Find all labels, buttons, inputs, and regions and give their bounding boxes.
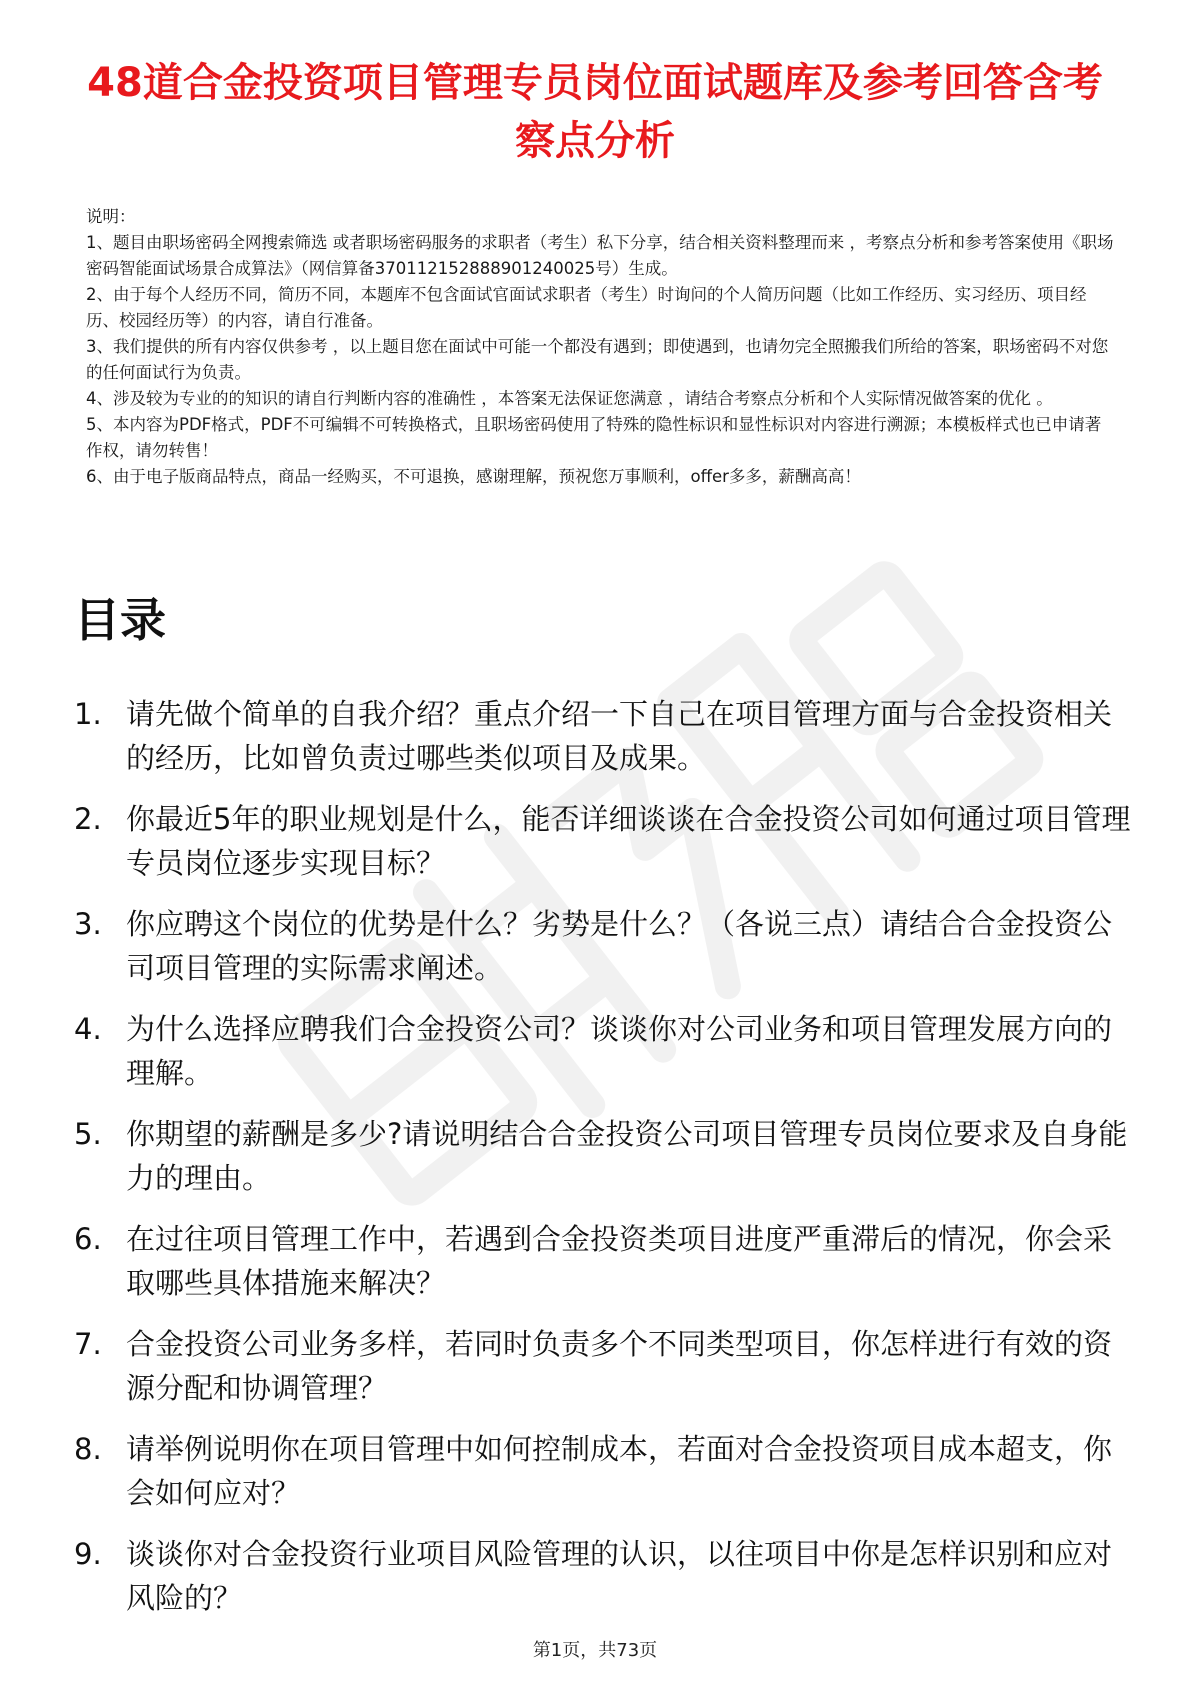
toc-item-text: 合金投资公司业务多样，若同时负责多个不同类型项目，你怎样进行有效的资源分配和协调管理？	[126, 1327, 1113, 1405]
toc-item-text: 你最近5年的职业规划是什么，能否详细谈谈在合金投资公司如何通过项目管理专员岗位逐步实现目标？	[126, 802, 1131, 880]
page-title: 48道合金投资项目管理专员岗位面试题库及参考回答含考察点分析	[87, 60, 1103, 164]
toc-item-number: 6.	[74, 1222, 102, 1256]
toc-item-text: 请先做个简单的自我介绍？重点介绍一下自己在项目管理方面与合金投资相关的经历，比如曾负责过哪些类似项目及成果。	[126, 697, 1113, 775]
toc-item[interactable]	[74, 1427, 1134, 1532]
toc-item-number: 7.	[74, 1327, 102, 1361]
toc-item-number: 1.	[74, 697, 102, 731]
notes-item: 4、涉及较为专业的的知识的请自行判断内容的准确性 ，本答案无法保证您满意 ，请结合考察点分析和个人实际情况做答案的优化 。	[86, 389, 1053, 408]
notes-section	[86, 204, 1116, 490]
toc-heading: 目录	[74, 593, 166, 647]
page-footer: 第1页，共73页	[532, 1640, 658, 1661]
notes-item: 6、由于电子版商品特点，商品一经购买，不可退换，感谢理解，预祝您万事顺利，offer多多，薪酬高高！	[86, 467, 861, 486]
toc-item[interactable]	[74, 692, 1134, 797]
toc-item[interactable]	[74, 1112, 1134, 1217]
toc-item[interactable]	[74, 902, 1134, 1007]
toc-item-number: 9.	[74, 1537, 102, 1571]
toc-item-text: 请举例说明你在项目管理中如何控制成本，若面对合金投资项目成本超支，你会如何应对？	[126, 1432, 1113, 1510]
toc-item-text: 为什么选择应聘我们合金投资公司？谈谈你对公司业务和项目管理发展方向的理解。	[126, 1012, 1113, 1090]
toc-item-number: 8.	[74, 1432, 102, 1466]
toc-item-text: 你应聘这个岗位的优势是什么？劣势是什么？（各说三点）请结合合金投资公司项目管理的实际需求阐述。	[126, 907, 1113, 985]
toc-item[interactable]	[74, 1007, 1134, 1112]
toc-item-text: 谈谈你对合金投资行业项目风险管理的认识，以往项目中你是怎样识别和应对风险的？	[126, 1537, 1113, 1615]
notes-item: 1、题目由职场密码全网搜索筛选 或者职场密码服务的求职者（考生）私下分享，结合相关资料整理而来 ，考察点分析和参考答案使用《职场密码智能面试场景合成算法》（网信算备370112152888901240025号）生成。	[86, 233, 1114, 278]
toc-item[interactable]	[74, 797, 1134, 902]
toc-item[interactable]	[74, 1217, 1134, 1322]
notes-item: 3、我们提供的所有内容仅供参考 ，以上题目您在面试中可能一个都没有遇到；即使遇到，也请勿完全照搬我们所给的答案，职场密码不对您的任何面试行为负责。	[86, 337, 1109, 382]
notes-item: 5、本内容为PDF格式，PDF不可编辑不可转换格式，且职场密码使用了特殊的隐性标识和显性标识对内容进行溯源；本模板样式也已申请著作权，请勿转售！	[86, 415, 1102, 460]
toc-list	[74, 692, 1134, 1637]
notes-item: 2、由于每个人经历不同，简历不同，本题库不包含面试官面试求职者（考生）时询问的个人简历问题（比如工作经历、实习经历、项目经历、校园经历等）的内容，请自行准备。	[86, 285, 1087, 330]
toc-item-text: 在过往项目管理工作中，若遇到合金投资类项目进度严重滞后的情况，你会采取哪些具体措施来解决？	[126, 1222, 1113, 1300]
toc-item-text: 你期望的薪酬是多少?请说明结合合金投资公司项目管理专员岗位要求及自身能力的理由。	[126, 1117, 1128, 1195]
toc-item[interactable]	[74, 1532, 1134, 1637]
notes-heading: 说明：	[86, 207, 136, 226]
toc-item-number: 5.	[74, 1117, 102, 1151]
toc-item[interactable]	[74, 1322, 1134, 1427]
toc-item-number: 2.	[74, 802, 102, 836]
toc-item-number: 3.	[74, 907, 102, 941]
toc-item-number: 4.	[74, 1012, 102, 1046]
